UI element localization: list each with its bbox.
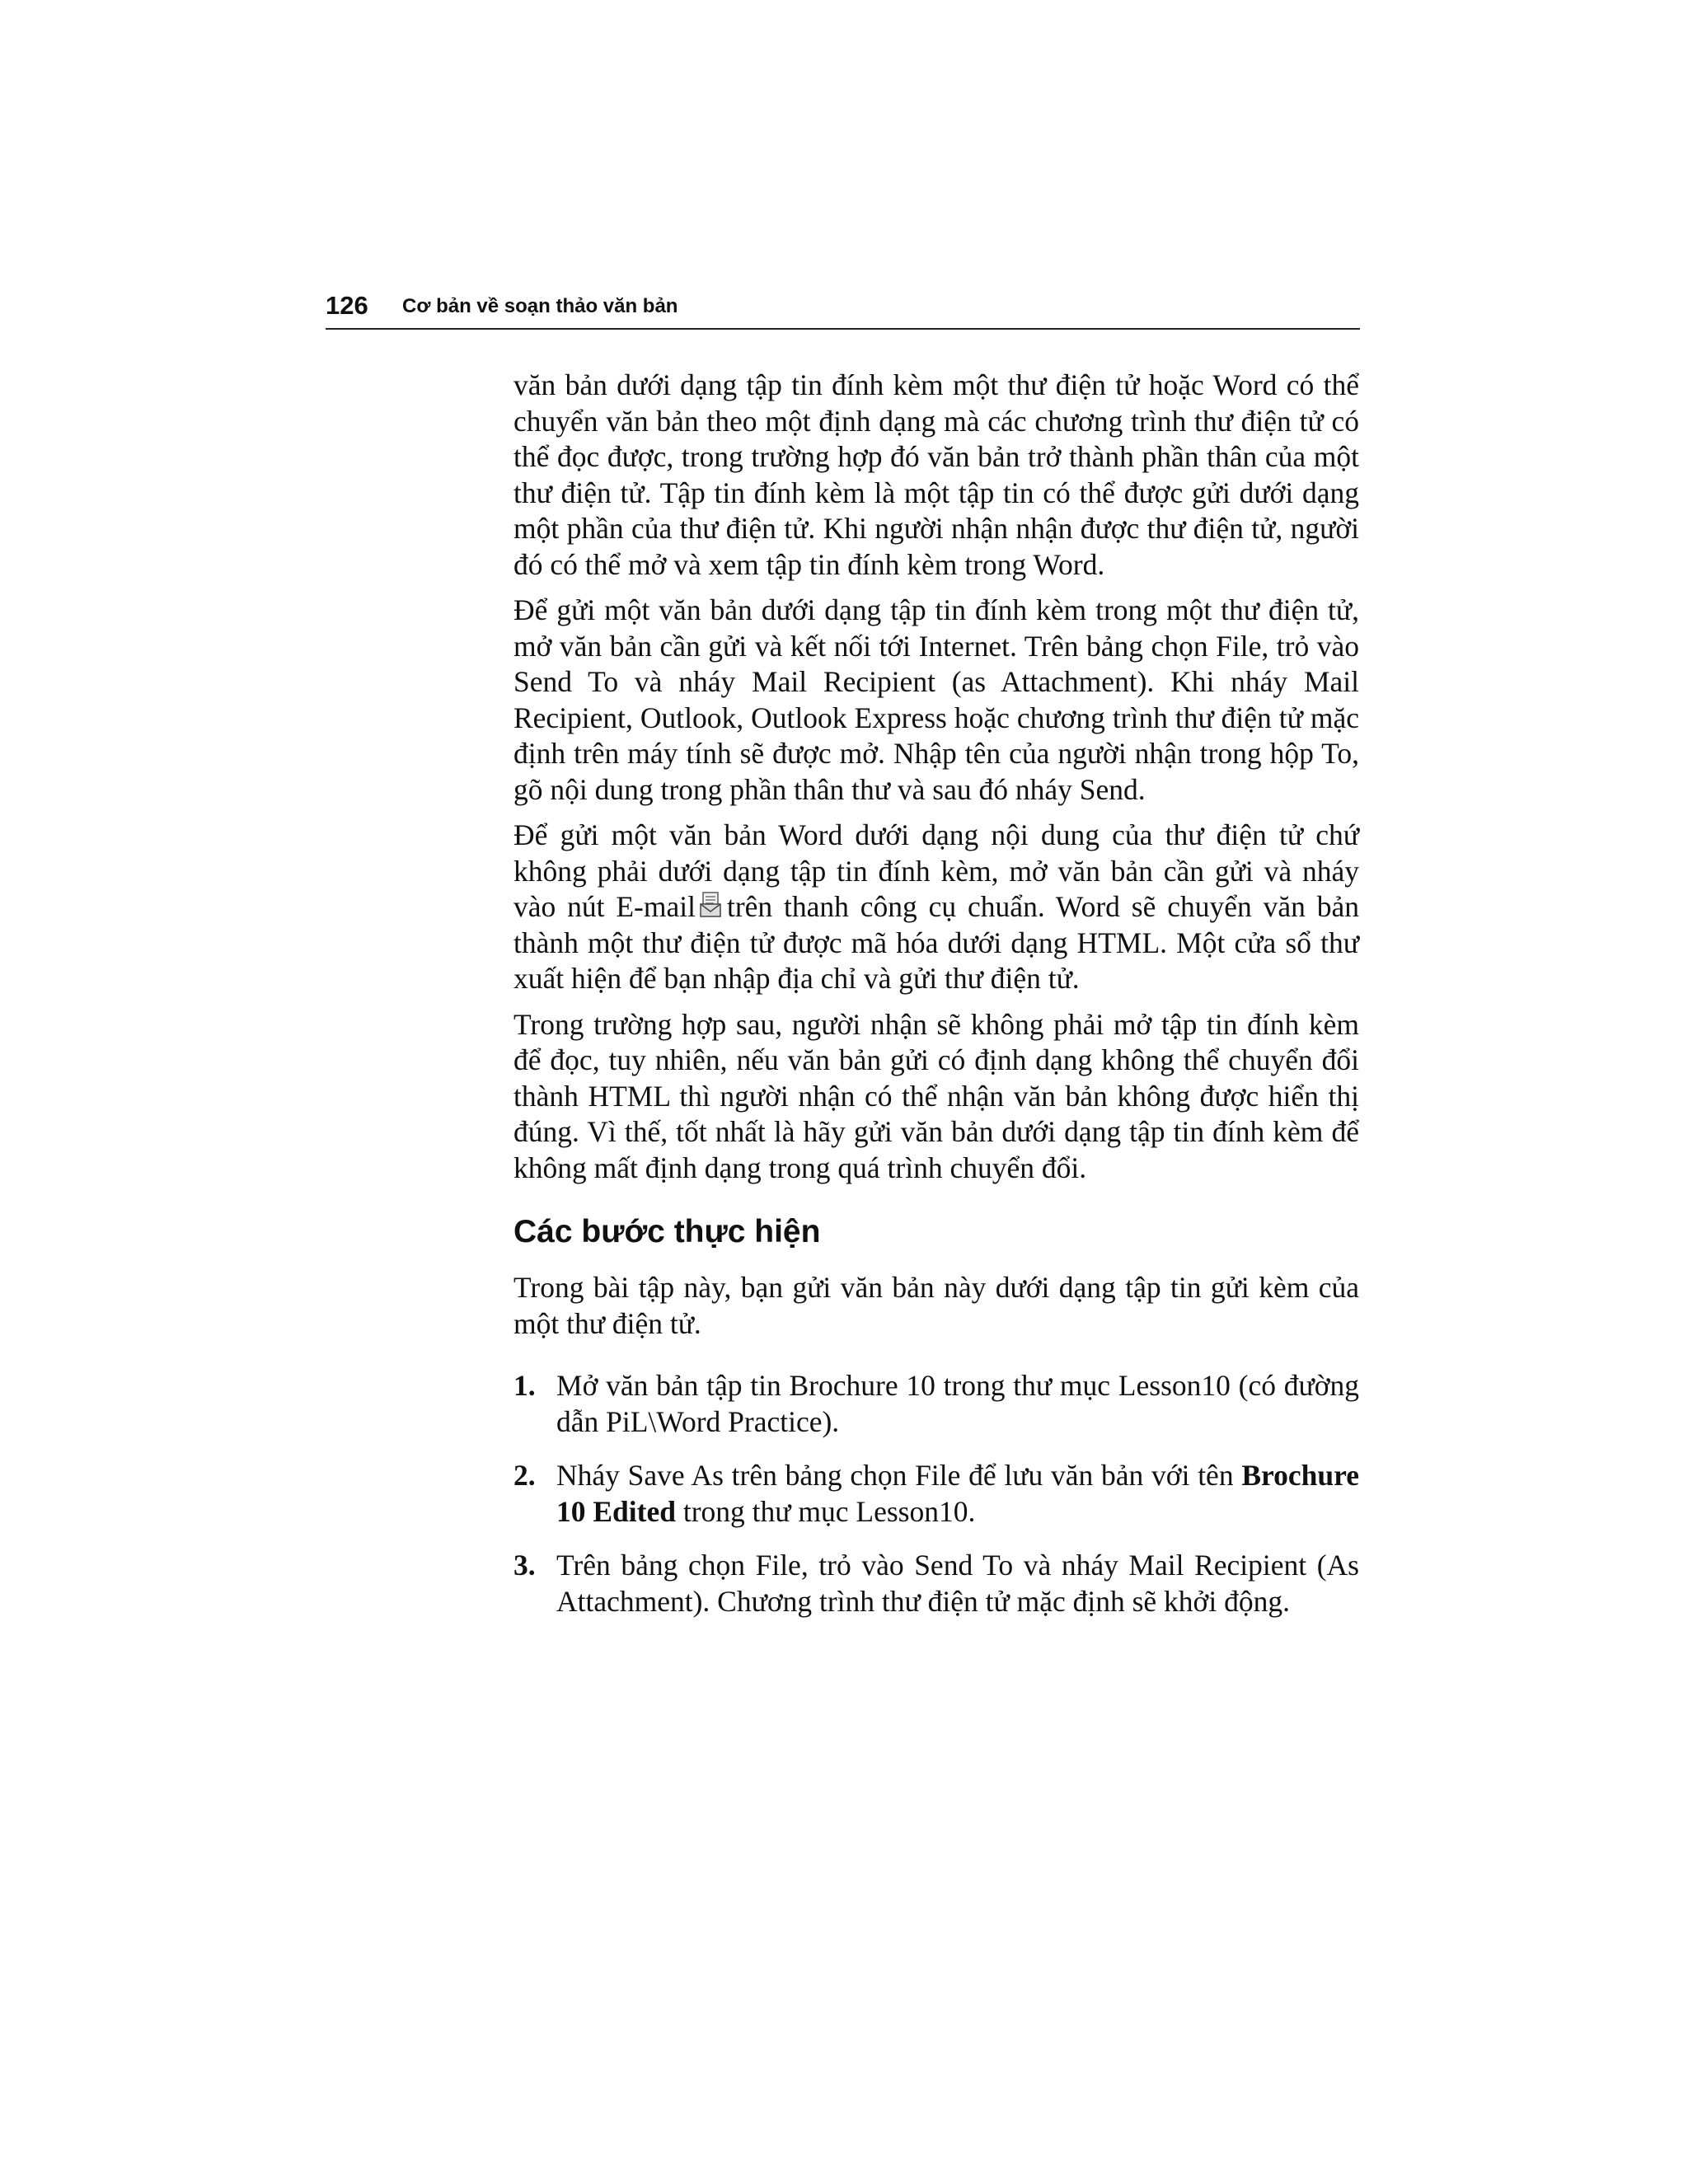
step-number: 1. (513, 1369, 536, 1402)
step-item (513, 1548, 1359, 1619)
step-text-end: trong thư mục Lesson10. (682, 1494, 976, 1528)
email-document-icon (699, 892, 724, 920)
body-paragraph-2: Để gửi một văn bản dưới dạng tập tin đính kèm trong một thư điện tử, mở văn bản cần gửi và kết nối tới Internet. Trên bảng chọn File, trỏ vào Send To và nháy Mail Recipient (as Attachment). Khi nháy Mail Recipient, Outlook, Outlook Express hoặc chương trình thư điện tử mặc định trên máy tính sẽ được mở. Nhập tên của người nhận trong hộp To, gõ nội dung trong phần thân thư và sau đó nháy Send. (513, 593, 1359, 806)
main-content (513, 368, 1359, 1638)
step-bold-filename: Brochure 10 Edited (556, 1459, 1360, 1528)
step-text (556, 1458, 1359, 1530)
body-paragraph-4: Trong trường hợp sau, người nhận sẽ không phải mở tập tin đính kèm để đọc, tuy nhiên, nếu văn bản gửi có định dạng không thể chuyển đổi thành HTML thì người nhận có thể nhận văn bản không được hiển thị đúng. Vì thế, tốt nhất là hãy gửi văn bản dưới dạng tập tin đính kèm để không mất định dạng trong quá trình chuyển đổi. (513, 1007, 1359, 1184)
section-intro: Trong bài tập này, bạn gửi văn bản này dưới dạng tập tin gửi kèm của một thư điện tử. (513, 1271, 1359, 1340)
step-text: Trên bảng chọn File, trỏ vào Send To và nháy Mail Recipient (As Attachment). Chương trình thư điện tử mặc định sẽ khởi động. (556, 1549, 1359, 1618)
step-number: 2. (513, 1459, 536, 1492)
step-number: 3. (513, 1549, 536, 1582)
paragraph-3-part-2: trên thanh công cụ chuẩn. Word sẽ chuyển văn bản thành một thư điện tử được mã hóa dưới dạng HTML. Một cửa sổ thư xuất hiện để bạn nhập địa chỉ và gửi thư điện tử. (513, 890, 1360, 995)
page-number: 126 (326, 291, 368, 320)
body-paragraph-3 (513, 818, 1359, 997)
step-text: Mở văn bản tập tin Brochure 10 trong thư mục Lesson10 (có đường dẫn PiL\Word Practice). (556, 1369, 1359, 1438)
step-item (513, 1368, 1359, 1440)
steps-list (513, 1368, 1359, 1619)
section-heading: Các bước thực hiện (513, 1214, 821, 1249)
body-paragraph-1: văn bản dưới dạng tập tin đính kèm một thư điện tử hoặc Word có thể chuyển văn bản theo một định dạng mà các chương trình thư điện tử có thể đọc được, trong trường hợp đó văn bản trở thành phần thân của một thư điện tử. Tập tin đính kèm là một tập tin có thể được gửi dưới dạng một phần của thư điện tử. Khi người nhận nhận được thư điện tử, người đó có thể mở và xem tập tin đính kèm trong Word. (513, 368, 1359, 581)
running-title: Cơ bản về soạn thảo văn bản (402, 295, 678, 317)
paragraph-3-part-1: Để gửi một văn bản Word dưới dạng nội dung của thư điện tử chứ không phải dưới dạng tập tin đính kèm, mở văn bản cần gửi và nháy vào nút E-mail (513, 818, 1359, 923)
step-text-start: Nháy Save As trên bảng chọn File để lưu văn bản với tên (556, 1459, 1234, 1492)
page-header (326, 288, 1360, 330)
step-item (513, 1458, 1359, 1530)
